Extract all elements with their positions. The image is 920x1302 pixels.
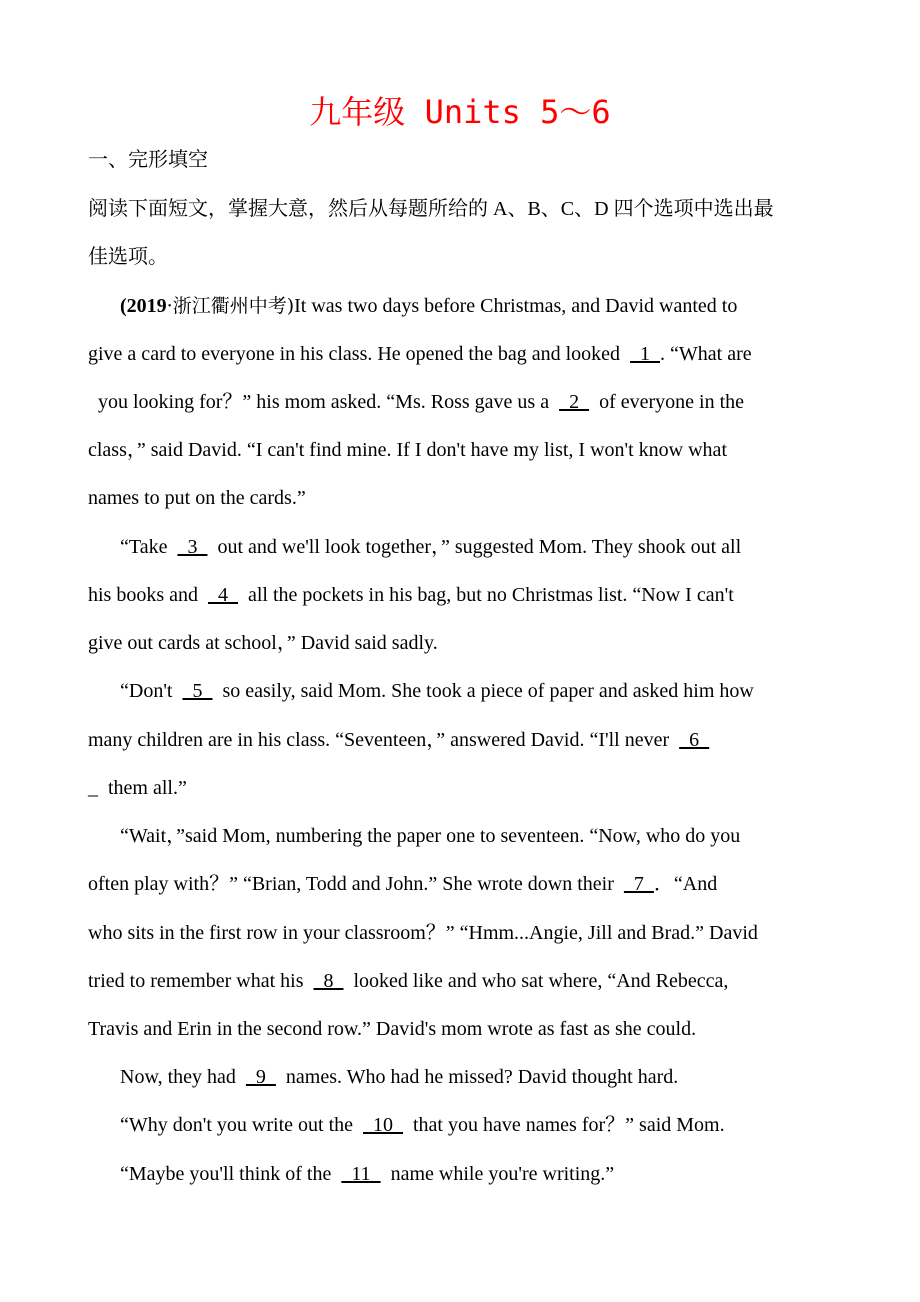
passage-line [120,292,737,320]
passage-text: his books and [88,584,198,606]
blank-5: 5 [182,680,213,702]
blank-8: 8 [313,970,344,992]
blank-10: 10 [363,1114,403,1136]
blank-1: 1 [630,343,661,365]
passage-text: many children are in his class. “Seventeen，” answered David. “I'll never [88,729,670,751]
passage-text: names. Who had he missed? David thought hard. [285,1066,679,1088]
passage-line [88,870,717,898]
passage-line [88,774,187,802]
passage-line [120,822,740,850]
blank-7: 7 [623,873,654,895]
passage-text: Travis and Erin in the second row.” David's mom wrote as fast as she could. [88,1018,697,1040]
instruction-line-2: 佳选项。 [88,246,168,268]
passage-text: “Why don't you write out the [120,1114,353,1136]
passage-text: names to put on the cards.” [88,487,306,509]
passage-line [120,1063,678,1091]
passage-line [88,1015,696,1043]
passage-line [88,340,752,368]
blank-11: 11 [341,1163,381,1185]
page-title: 九年级 Units 5～6 [309,93,611,131]
source-year: (2019 [120,295,167,317]
passage-text: all the pockets in his bag, but no Christmas list. “Now I can't [248,584,734,606]
passage-text: class，” said David. “I can't find mine. If I don't have my list, I won't know what [88,439,727,461]
blank-4: 4 [208,584,238,606]
passage-line [88,581,734,609]
passage-line [88,967,728,995]
passage-text: out and we'll look together，” suggested Mom. They shook out all [217,536,742,558]
passage-text: “Don't [120,680,173,702]
passage-text: looked like and who sat where, “And Rebecca, [353,970,729,992]
passage-line [88,726,709,754]
passage-text: that you have names for？” said Mom. [413,1114,725,1136]
blank-9: 9 [245,1066,276,1088]
section-heading: 一、完形填空 [88,149,208,171]
instruction-line-1: 阅读下面短文，掌握大意，然后从每题所给的 A、B、C、D 四个选项中选出最 [88,198,774,220]
passage-line [88,436,727,464]
blank-3: 3 [177,536,208,558]
passage-text: It was two days before Christmas, and David wanted to [294,295,738,317]
passage-line [120,533,741,561]
source-place: ·浙江衢州中考) [166,295,295,317]
passage-text: them all.” [108,777,187,799]
blank-6: 6 [679,729,710,751]
passage-text: name while you're writing.” [390,1163,615,1185]
passage-text: who sits in the first row in your classroom？” “Hmm...Angie, Jill and Brad.” David [88,922,758,944]
passage-line [88,919,758,947]
passage-text: tried to remember what his [88,970,304,992]
passage-text: “Take [120,536,168,558]
blank-2: 2 [559,391,590,413]
passage-text: Now, they had [120,1066,236,1088]
passage-text: ．“And [653,873,718,895]
passage-text: often play with？” “Brian, Todd and John.” She wrote down their [88,873,614,895]
passage-line [88,484,306,512]
passage-text: you looking for？” his mom asked. “Ms. Ross gave us a [98,391,550,413]
passage-text: give out cards at school，” David said sadly. [88,632,438,654]
passage-text: of everyone in the [599,391,745,413]
passage-text: “Maybe you'll think of the [120,1163,332,1185]
passage-line [120,1111,725,1139]
passage-text: give a card to everyone in his class. He opened the bag and looked [88,343,621,365]
passage-line [88,629,438,657]
passage-text: so easily, said Mom. She took a piece of paper and asked him how [222,680,754,702]
passage-text: . “What are [660,343,752,365]
passage-line [120,1160,614,1188]
passage-line [98,388,744,416]
blank-6-continuation: _ [88,777,98,799]
passage-text: “Wait，”said Mom, numbering the paper one to seventeen. “Now, who do you [120,825,741,847]
passage-line [120,677,754,705]
